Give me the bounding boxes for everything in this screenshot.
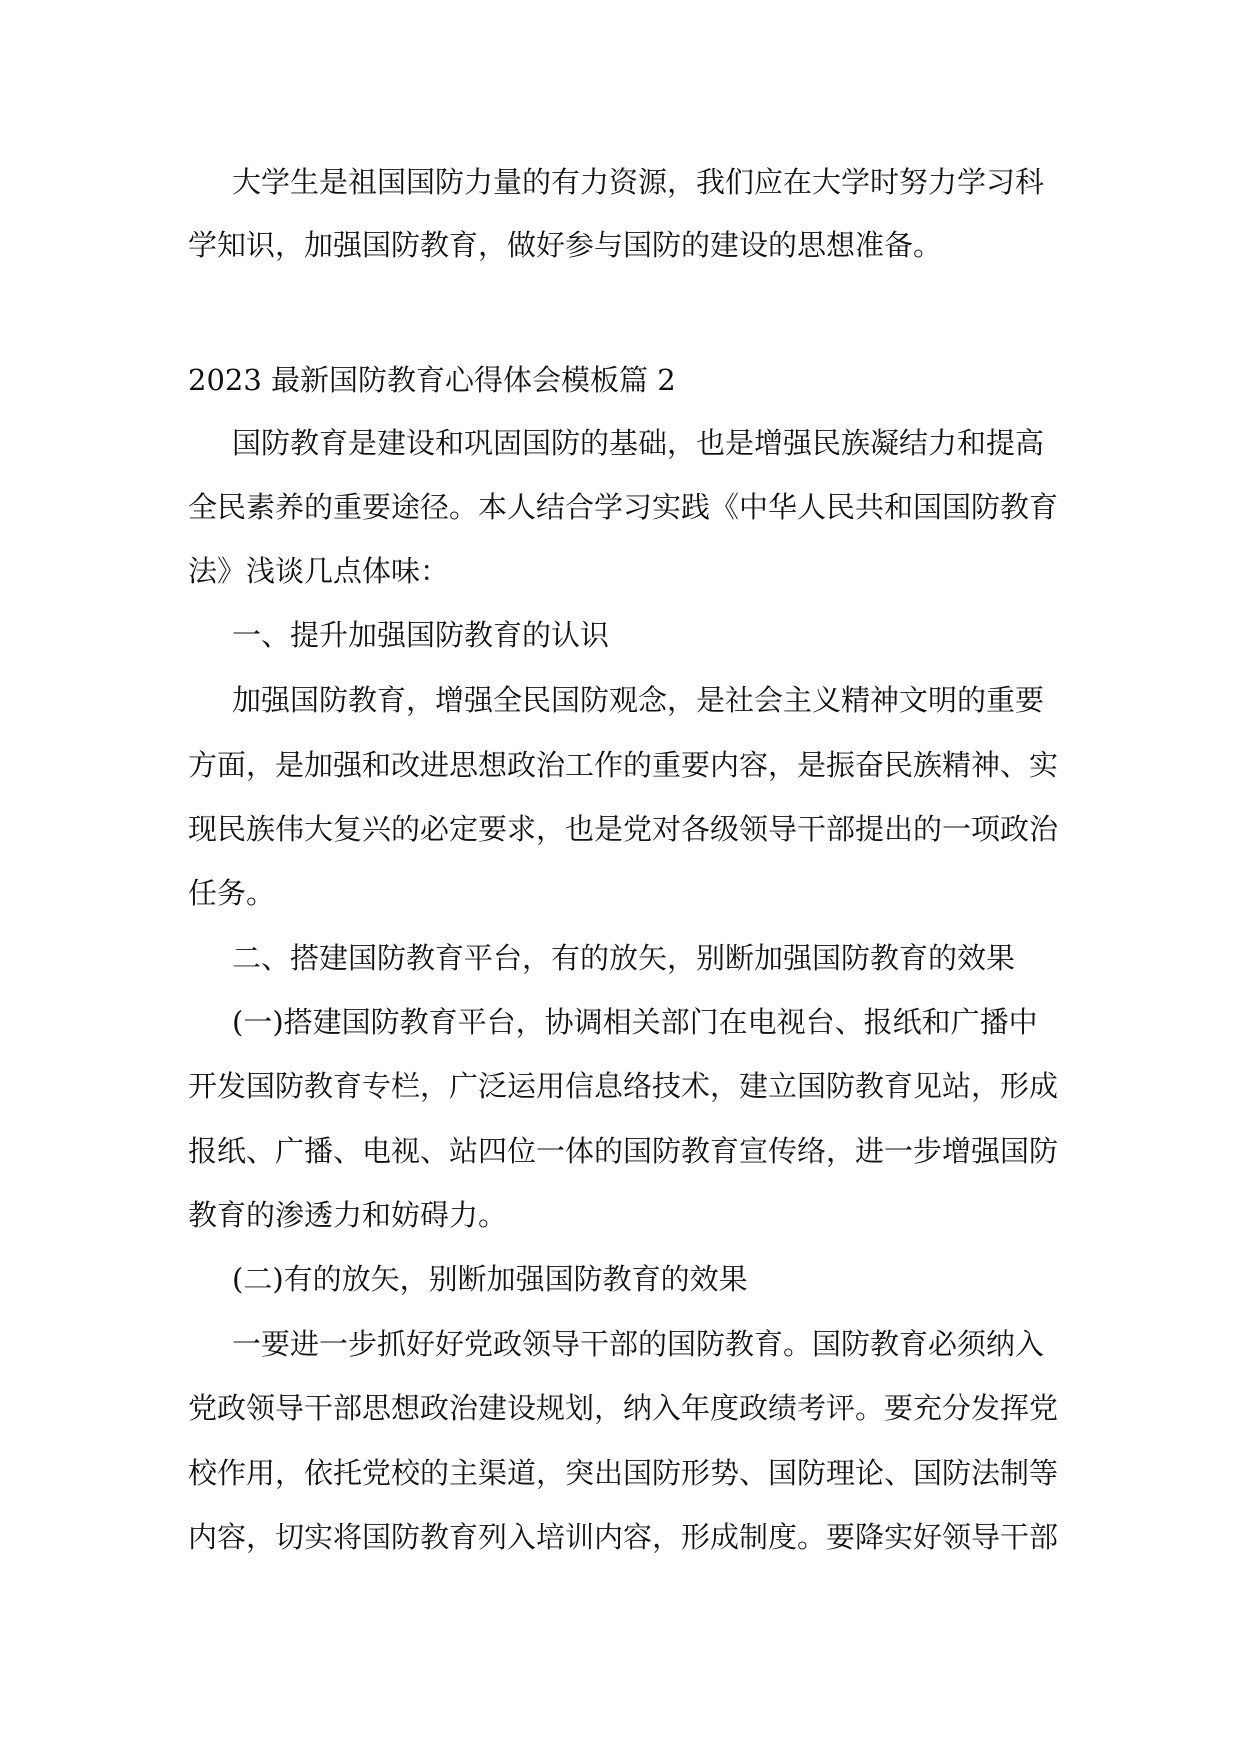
paragraph-line: 教育的渗透力和妨碍力。 — [188, 1198, 508, 1232]
paragraph-line: 全民素养的重要途径。本人结合学习实践《中华人民共和国国防教育 — [188, 490, 1059, 524]
paragraph-line: 开发国防教育专栏，广泛运用信息络技术，建立国防教育见站，形成 — [188, 1069, 1059, 1103]
paragraph-line: 学知识，加强国防教育，做好参与国防的建设的思想准备。 — [188, 228, 943, 262]
paragraph-line: 大学生是祖国国防力量的有力资源，我们应在大学时努力学习科 — [232, 165, 1045, 199]
paragraph-line: 国防教育是建设和巩固国防的基础，也是增强民族凝结力和提高 — [232, 426, 1045, 460]
subheading: 一、提升加强国防教育的认识 — [232, 618, 610, 652]
paragraph-line: 报纸、广播、电视、站四位一体的国防教育宣传络，进一步增强国防 — [188, 1134, 1059, 1168]
paragraph-line: 加强国防教育，增强全民国防观念，是社会主义精神文明的重要 — [232, 683, 1045, 717]
paragraph-line: 现民族伟大复兴的必定要求，也是党对各级领导干部提出的一项政治 — [188, 812, 1059, 846]
paragraph-line: 内容，切实将国防教育列入培训内容，形成制度。要降实好领导干部 — [188, 1520, 1059, 1554]
paragraph-line: 一要进一步抓好好党政领导干部的国防教育。国防教育必须纳入 — [232, 1327, 1045, 1361]
paragraph-line: 任务。 — [188, 876, 276, 910]
subheading: 二、搭建国防教育平台，有的放矢，别断加强国防教育的效果 — [232, 941, 1016, 975]
paragraph-line: 校作用，依托党校的主渠道，突出国防形势、国防理论、国防法制等 — [188, 1456, 1059, 1490]
paragraph-line: (一)搭建国防教育平台，协调相关部门在电视台、报纸和广播中 — [232, 1005, 1038, 1039]
paragraph-line: 法》浅谈几点体味： — [188, 554, 450, 588]
paragraph-line: 方面，是加强和改进思想政治工作的重要内容，是振奋民族精神、实 — [188, 748, 1059, 782]
paragraph-line: 党政领导干部思想政治建设规划，纳入年度政绩考评。要充分发挥党 — [188, 1391, 1059, 1425]
subheading: (二)有的放矢，别断加强国防教育的效果 — [232, 1262, 748, 1296]
section-heading: 2023 最新国防教育心得体会模板篇 2 — [188, 363, 676, 397]
